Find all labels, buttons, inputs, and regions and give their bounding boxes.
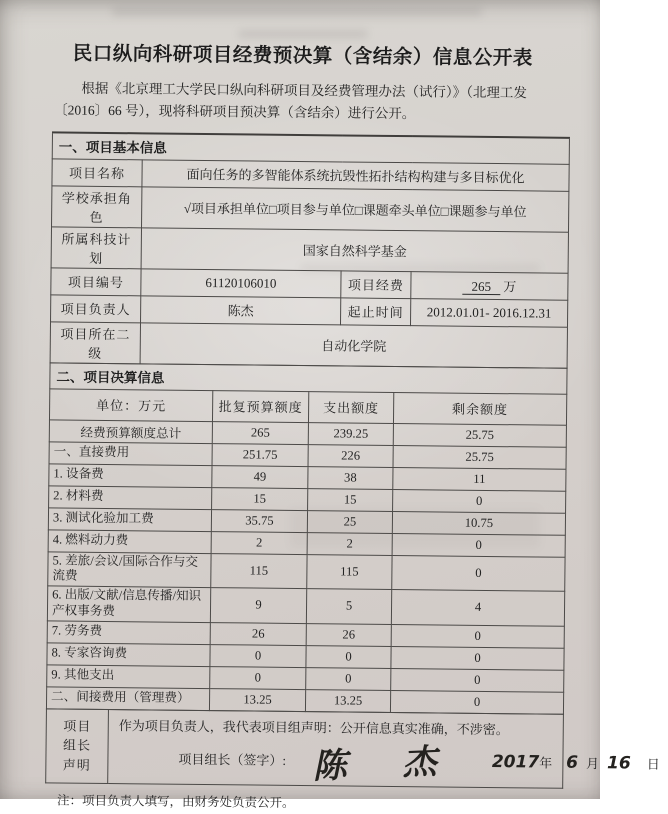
statement-side-line: 声明 [62, 757, 91, 773]
funds-label: 项目经费 [341, 271, 411, 299]
signature-date [492, 752, 660, 774]
budget-spent: 226 [308, 444, 393, 467]
form-table [45, 131, 660, 788]
budget-approved: 0 [210, 666, 306, 689]
budget-row-label: 6. 出版/文献/信息传播/知识产权事务费 [47, 586, 210, 622]
budget-section-title: 二、项目决算信息 [50, 363, 567, 394]
budget-remaining: 0 [391, 668, 564, 692]
budget-approved: 26 [210, 622, 306, 645]
leader-label: 项目负责人 [51, 295, 141, 323]
budget-spent: 25 [307, 510, 392, 533]
budget-approved: 265 [212, 421, 308, 444]
budget-spent: 2 [307, 532, 392, 555]
date-day: 16 [606, 752, 631, 774]
date-year: 2017 [491, 751, 540, 773]
college-row [50, 322, 567, 368]
budget-row-label: 二、间接费用（管理费） [46, 687, 209, 711]
budget-approved: 115 [211, 553, 307, 588]
school-role-value: √项目承担单位□项目参与单位□课题牵头单位□课题参与单位 [142, 187, 569, 232]
budget-row-publication [47, 586, 564, 626]
document-title: 民口纵向科研项目经费预决算（含结余）信息公开表 [72, 42, 533, 70]
basic-info-table [50, 131, 570, 368]
funds-unit: 万 [503, 279, 517, 295]
period-value: 2012.01.01- 2016.12.31 [410, 298, 567, 327]
signature-row [118, 736, 660, 788]
intro-line-1: 根据《北京理工大学民口纵向科研项目及经费管理办法（试行）》（北理工发 [81, 80, 528, 101]
budget-remaining: 0 [391, 646, 564, 670]
project-name-label: 项目名称 [52, 159, 142, 187]
budget-remaining: 10.75 [392, 511, 565, 535]
funds-value [411, 271, 568, 300]
budget-spent: 26 [306, 623, 391, 646]
funds-amount: 265 [462, 279, 500, 295]
budget-approved: 15 [212, 487, 308, 510]
budget-remaining: 0 [393, 489, 566, 513]
footnote: 注：项目负责人填写，由财务处负责公开。 [56, 793, 295, 810]
college-label: 项目所在二级 [50, 322, 140, 364]
statement-table [45, 708, 660, 788]
budget-row-label: 7. 劳务费 [47, 621, 210, 645]
budget-row-label: 8. 专家咨询费 [47, 643, 210, 667]
statement-side-label [46, 709, 109, 784]
budget-table [46, 362, 568, 714]
budget-row-label: 5. 差旅/会议/国际合作与交流费 [48, 552, 211, 588]
declaration-text: 作为项目负责人，我代表项目组声明：公开信息真实准确，不涉密。 [118, 717, 509, 737]
budget-remaining: 0 [392, 533, 565, 557]
date-day-unit: 日 [646, 756, 660, 772]
budget-header-unit: 单位：万元 [49, 389, 212, 422]
project-number-value: 61120106010 [141, 269, 341, 298]
date-year-unit: 年 [539, 755, 553, 771]
budget-remaining: 4 [391, 590, 564, 626]
budget-row-label: 一、直接费用 [49, 442, 212, 466]
budget-row-label: 经费预算额度总计 [49, 420, 212, 444]
budget-approved: 13.25 [209, 688, 305, 711]
school-role-row [52, 186, 569, 232]
program-value: 国家自然科学基金 [141, 228, 568, 273]
project-number-label: 项目编号 [51, 268, 141, 296]
budget-row-label: 9. 其他支出 [47, 665, 210, 689]
budget-remaining: 0 [391, 624, 564, 648]
budget-spent: 13.25 [305, 689, 390, 712]
budget-remaining: 0 [390, 690, 563, 714]
budget-spent: 115 [307, 554, 392, 589]
statement-side-line: 项目 [63, 718, 92, 734]
budget-remaining: 25.75 [393, 423, 566, 447]
date-month: 6 [566, 752, 579, 773]
budget-approved: 9 [210, 588, 306, 623]
budget-spent: 5 [306, 589, 391, 624]
budget-row-label: 4. 燃料动力费 [48, 530, 211, 554]
budget-remaining: 0 [392, 555, 565, 591]
program-label: 所属科技计划 [51, 227, 141, 269]
budget-spent: 0 [306, 667, 391, 690]
budget-spent: 239.25 [308, 422, 393, 445]
budget-approved: 2 [211, 531, 307, 554]
statement-row [46, 709, 564, 788]
period-label: 起止时间 [340, 298, 410, 326]
leader-value: 陈杰 [141, 296, 341, 325]
sign-label: 项目组长（签字）: [178, 751, 287, 769]
budget-spent: 15 [308, 488, 393, 511]
budget-approved: 35.75 [211, 509, 307, 532]
college-value: 自动化学院 [140, 323, 567, 368]
statement-side-line: 组长 [62, 737, 92, 754]
budget-header-approved: 批复预算额度 [212, 390, 308, 422]
budget-remaining: 11 [393, 467, 566, 491]
date-month-unit: 月 [585, 755, 600, 771]
intro-paragraph [54, 77, 566, 126]
budget-spent: 38 [308, 466, 393, 489]
budget-spent: 0 [306, 645, 391, 668]
budget-row-label: 3. 测试化验加工费 [48, 508, 211, 532]
statement-body [108, 709, 660, 788]
budget-header-spent: 支出额度 [308, 391, 393, 423]
leader-signature: 陈 杰 [311, 741, 459, 788]
intro-line-2: 〔2016〕66 号），现将科研项目预决算（含结余）进行公开。 [54, 102, 416, 122]
budget-approved: 49 [212, 465, 308, 488]
budget-row-travel [48, 552, 565, 592]
program-row [51, 227, 568, 273]
budget-header-remaining: 剩余额度 [393, 392, 566, 425]
school-role-label: 学校承担角色 [52, 186, 142, 228]
budget-approved: 251.75 [212, 443, 308, 466]
budget-row-label: 2. 材料费 [49, 486, 212, 510]
budget-row-label: 1. 设备费 [49, 464, 212, 488]
budget-remaining: 25.75 [393, 445, 566, 469]
project-name-value: 面向任务的多智能体系统抗毁性拓扑结构构建与多目标优化 [142, 160, 569, 191]
basic-info-section-title: 一、项目基本信息 [52, 132, 569, 164]
budget-approved: 0 [210, 644, 306, 667]
